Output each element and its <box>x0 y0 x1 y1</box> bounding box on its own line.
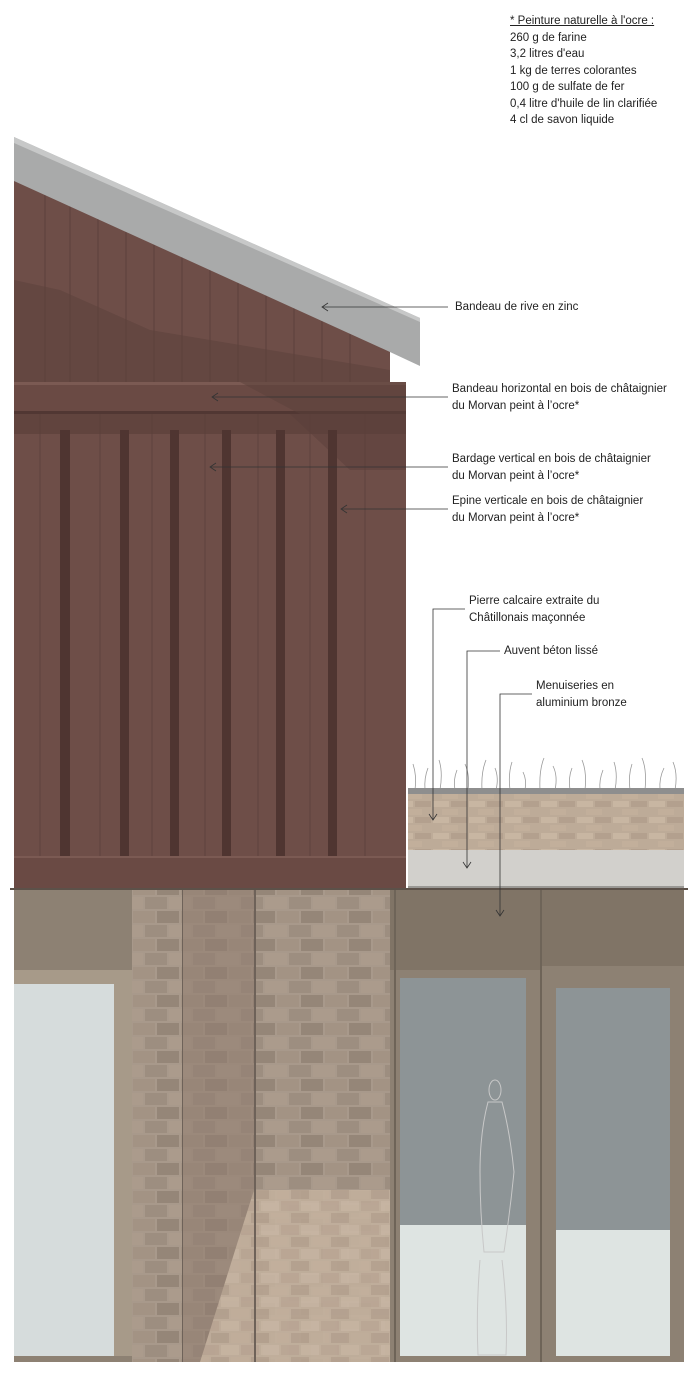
recipe-block <box>510 13 657 129</box>
recipe-line: 0,4 litre d'huile de lin clarifiée <box>510 97 658 110</box>
label-auvent: Auvent béton lissé <box>504 645 598 657</box>
label-menuiseries <box>536 678 627 711</box>
label-line: Epine verticale en bois de châtaignier <box>452 495 644 507</box>
label-line: du Morvan peint à l’ocre* <box>452 469 580 482</box>
horizontal-band <box>14 382 406 414</box>
label-line: Menuiseries en <box>536 680 614 692</box>
label-bardage <box>452 451 651 484</box>
stone-pier <box>132 890 390 1362</box>
left-window <box>14 890 132 1362</box>
recipe-line: 260 g de farine <box>510 31 587 44</box>
grass-roof <box>413 758 676 790</box>
label-line: du Morvan peint à l’ocre* <box>452 399 580 412</box>
label-line: Bardage vertical en bois de châtaignier <box>452 453 651 465</box>
recipe-line: 3,2 litres d'eau <box>510 48 585 60</box>
bottom-wood-band <box>14 856 406 888</box>
limestone-upper <box>408 794 684 850</box>
label-line: aluminium bronze <box>536 696 627 709</box>
concrete-canopy <box>408 850 684 888</box>
recipe-title: * Peinture naturelle à l'ocre : <box>510 15 655 27</box>
recipe-line: 4 cl de savon liquide <box>510 114 615 126</box>
label-line: du Morvan peint à l’ocre* <box>452 511 580 524</box>
label-epine <box>452 493 643 526</box>
recipe-line: 100 g de sulfate de fer <box>510 81 625 93</box>
label-line: Pierre calcaire extraite du <box>469 595 600 607</box>
label-bandeau <box>452 381 667 414</box>
label-line: Bandeau horizontal en bois de châtaignier <box>452 383 667 395</box>
label-line: Châtillonais maçonnée <box>469 611 586 624</box>
aluminium-glazing <box>390 890 684 1362</box>
vertical-cladding <box>14 414 406 856</box>
recipe-line: 1 kg de terres colorantes <box>510 64 637 77</box>
label-zinc: Bandeau de rive en zinc <box>455 301 579 313</box>
label-pierre <box>469 593 599 626</box>
